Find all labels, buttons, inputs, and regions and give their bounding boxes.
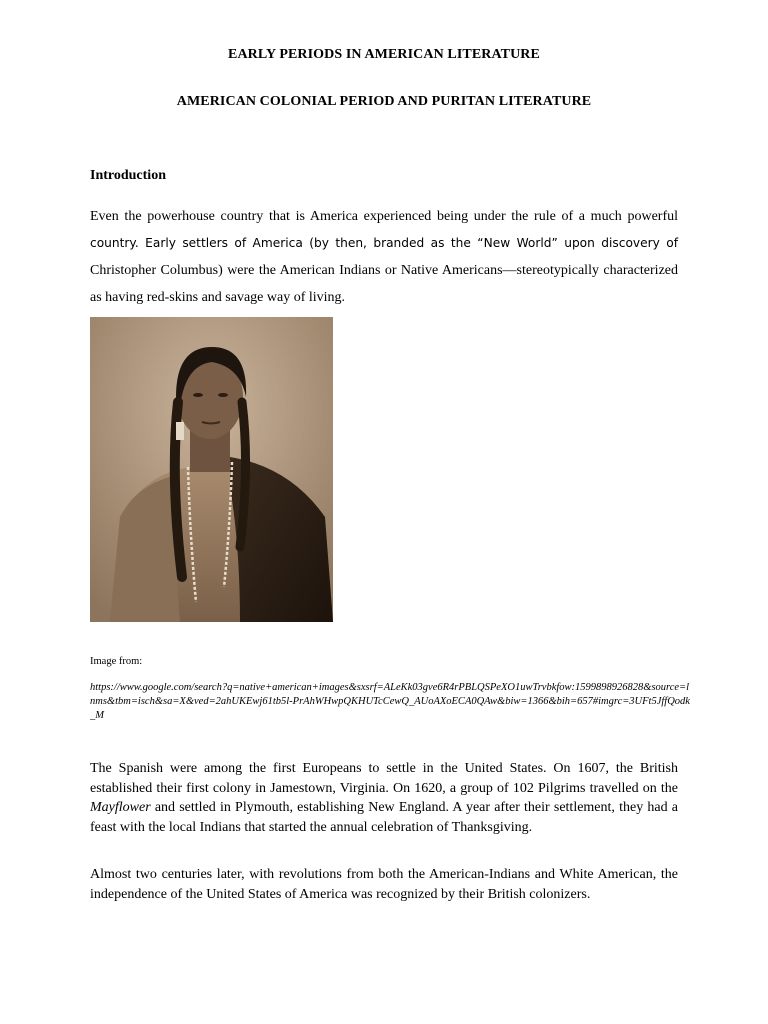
paragraph-independence: Almost two centuries later, with revolutions from both the American-Indians and White American, the independence of the United States of America was recognized by their British colonizers. [90, 867, 678, 902]
paragraph-settlement-text-b: and settled in Plymouth, establishing New England. A year after their settlement, they had a feast with the local Indians that started the annual celebration of Thanksgiving. [90, 800, 678, 835]
intro-text-part1: Even the powerhouse country that is America experienced being under the rule of a much powerful [90, 209, 678, 224]
paragraph-settlement-text-a: The Spanish were among the first Europeans to settle in the United States. On 1607, the British established their first colony in Jamestown, Virginia. On 1620, a group of 102 Pilgrims travelled on the [90, 761, 678, 796]
intro-text-part3: Christopher Columbus) were the American Indians or Native Americans—stereotypically characterized as having red-skins and savage way of living. [90, 263, 678, 305]
document-title: EARLY PERIODS IN AMERICAN LITERATURE [228, 47, 540, 62]
image-caption-label: Image from: [90, 656, 143, 667]
intro-paragraph [90, 203, 678, 311]
portrait-photo [90, 317, 333, 622]
section-heading: Introduction [90, 168, 166, 183]
image-source-url: https://www.google.com/search?q=native+american+images&sxsrf=ALeKk03gve6R4rPBLQSPeXO1uwTrvbkfow:1599898926828&source=lnms&tbm=isch&sa=X&ved=2ahUKEwj61tb5l-PrAhWHwpQKHUTcCewQ_AUoAXoECA0QAw&biw=1366&bih=657#imgrc=3UFt5JffQodk_M [90, 682, 690, 721]
intro-text-part2: country. Early settlers of America (by then, branded as the “New World” upon discovery of [90, 236, 678, 250]
paragraph-settlement [90, 759, 678, 837]
document-subtitle: AMERICAN COLONIAL PERIOD AND PURITAN LITERATURE [176, 94, 592, 109]
ship-name-italic: Mayflower [90, 800, 151, 815]
